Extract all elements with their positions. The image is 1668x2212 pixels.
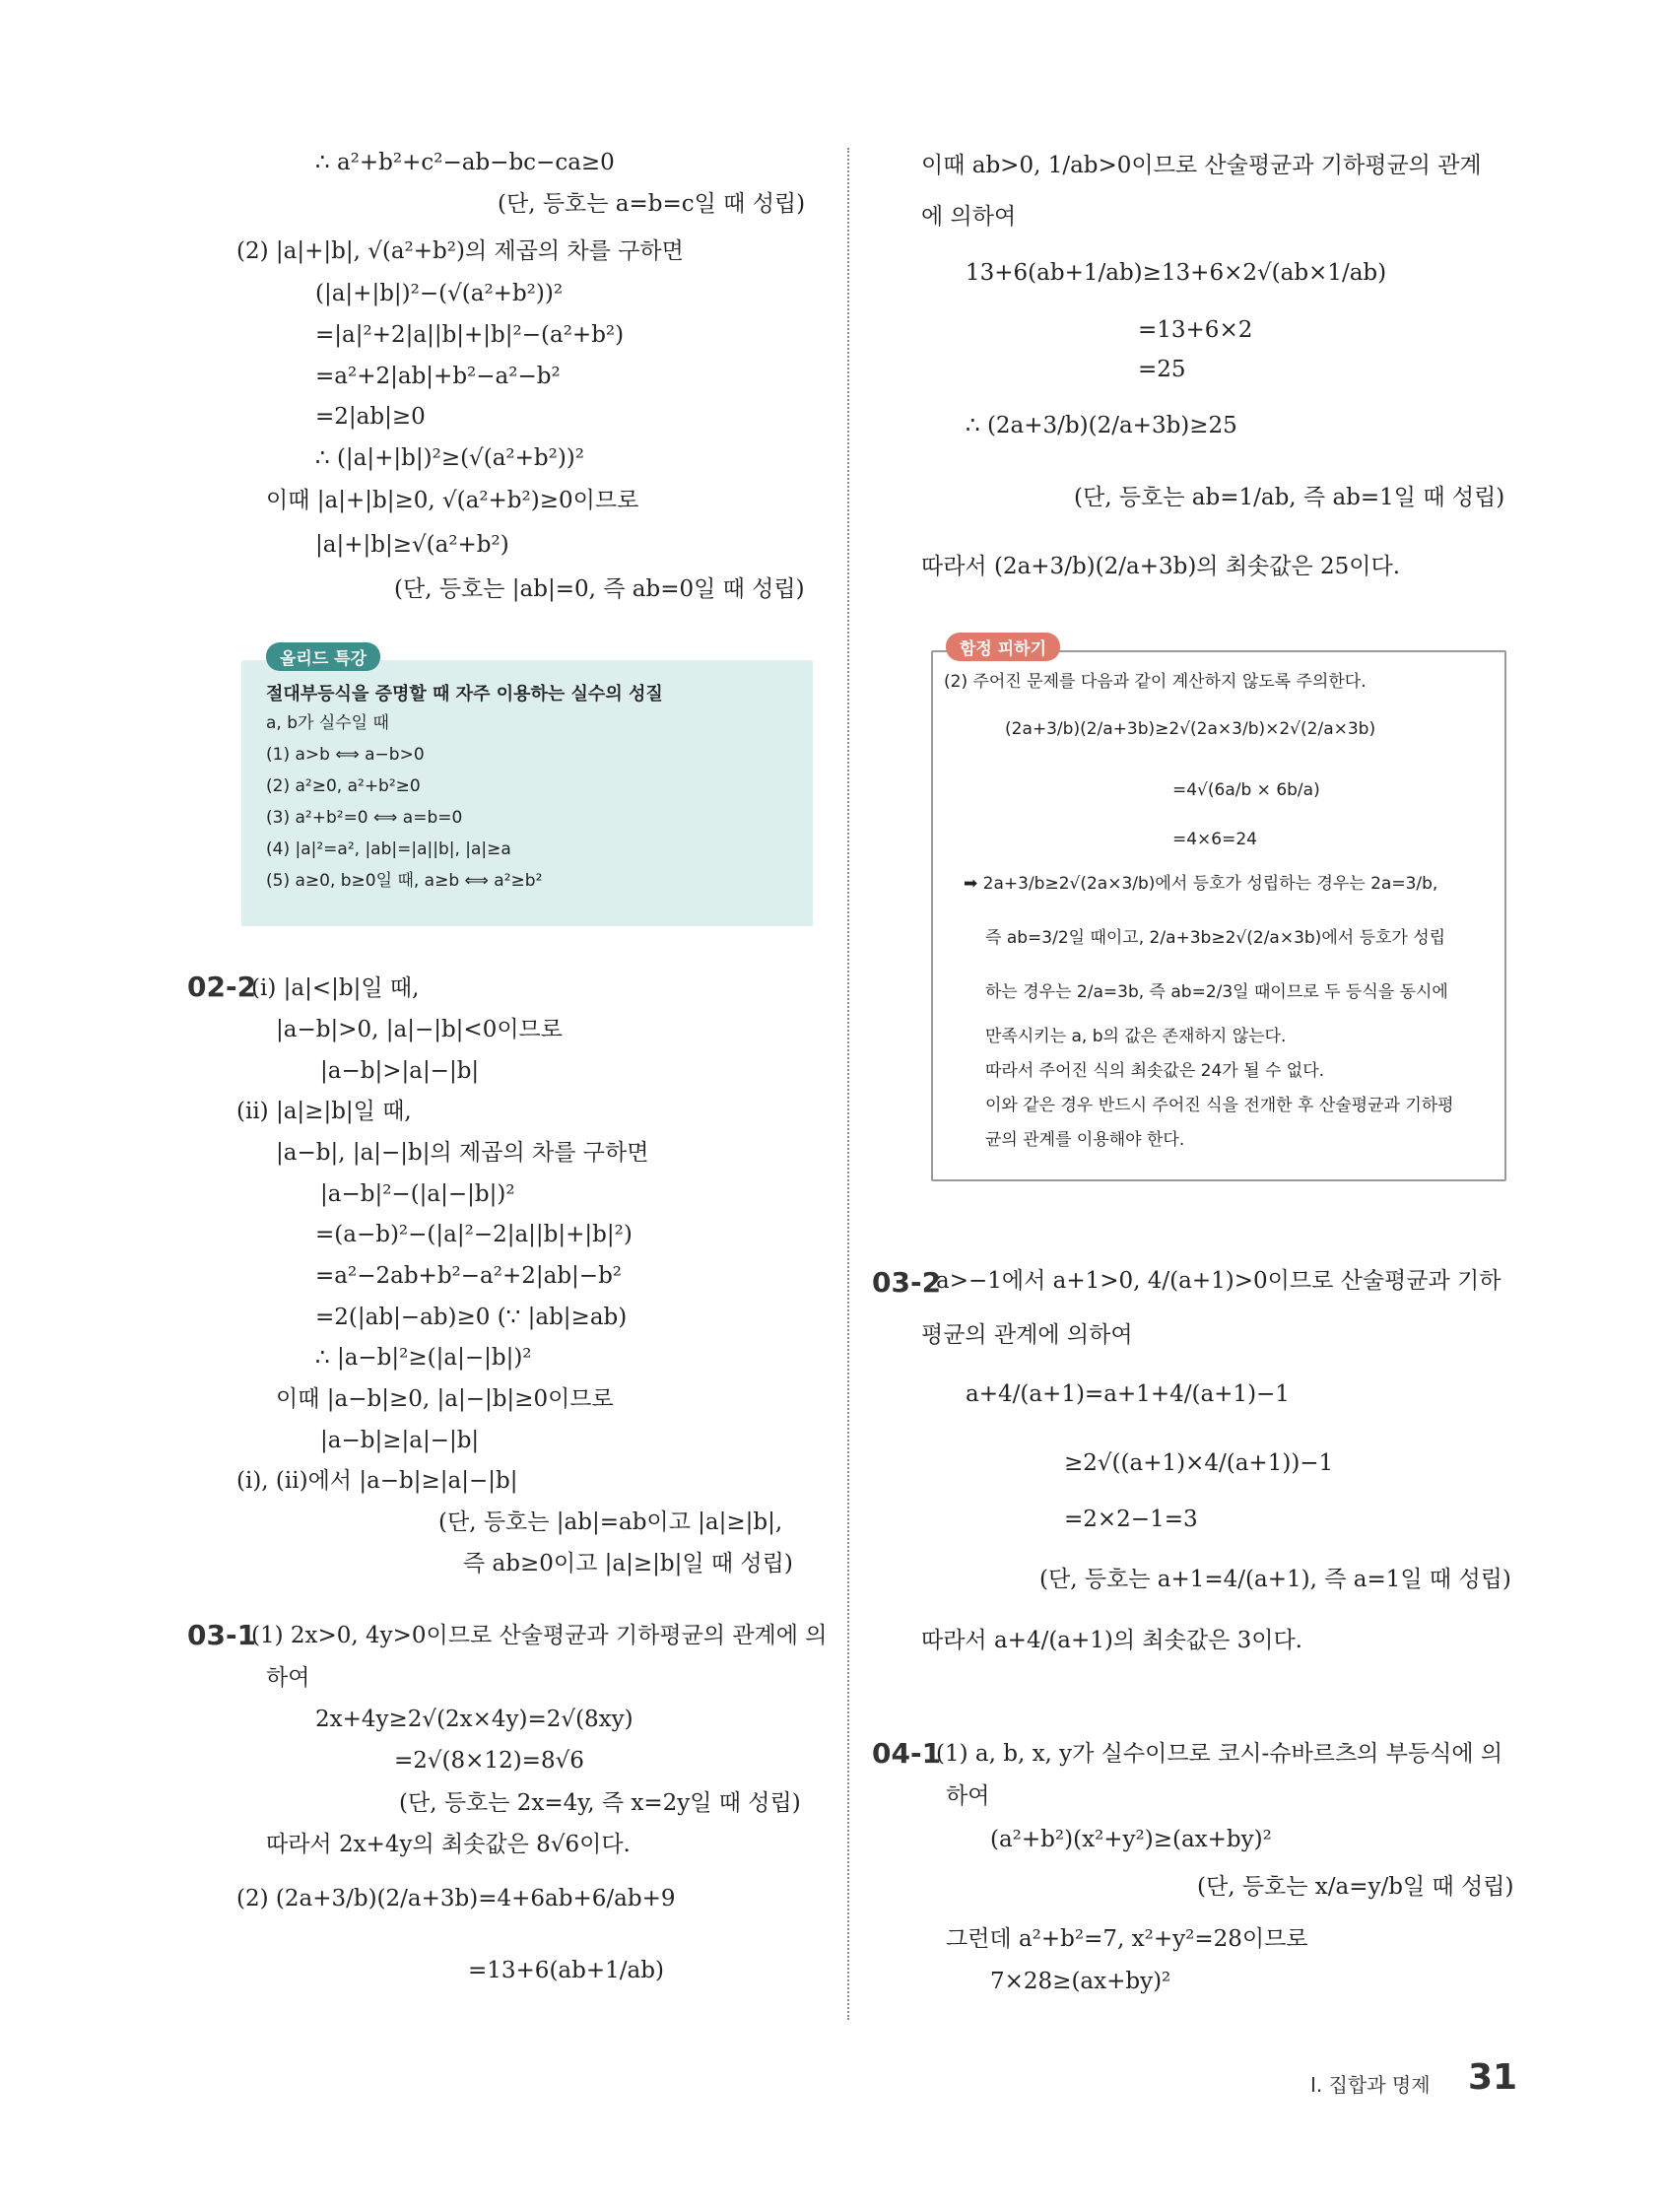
problem-number: 03-2 <box>872 1266 942 1299</box>
text-line: 하여 <box>266 1665 310 1691</box>
text-line: 따라서 a+4/(a+1)의 최솟값은 3이다. <box>921 1628 1302 1653</box>
trap-line: 만족시키는 a, b의 값은 존재하지 않는다. <box>985 1027 1287 1046</box>
trap-line: (2) 주어진 문제를 다음과 같이 계산하지 않도록 주의한다. <box>944 672 1367 692</box>
text-line: (단, 등호는 ab=1/ab, 즉 ab=1일 때 성립) <box>1074 485 1505 510</box>
trap-line: 즉 ab=3/2일 때이고, 2/a+3b≥2√(2/a×3b)에서 등호가 성립 <box>985 928 1446 948</box>
trap-line: (2a+3/b)(2/a+3b)≥2√(2a×3/b)×2√(2/a×3b) <box>1005 719 1376 739</box>
text-line: ∴ (|a|+|b|)²≥(√(a²+b²))² <box>315 445 585 471</box>
olid-title: 절대부등식을 증명할 때 자주 이용하는 실수의 성질 <box>266 684 663 704</box>
text-line: =25 <box>1138 357 1186 382</box>
text-line: |a−b|, |a|−|b|의 제곱의 차를 구하면 <box>276 1140 649 1166</box>
text-line: 하여 <box>946 1783 990 1809</box>
text-line: (단, 등호는 a=b=c일 때 성립) <box>498 191 806 217</box>
text-line: 이때 ab>0, 1/ab>0이므로 산술평균과 기하평균의 관계 <box>921 153 1482 178</box>
text-line: ∴ a²+b²+c²−ab−bc−ca≥0 <box>315 150 615 175</box>
text-line: =2(|ab|−ab)≥0 (∵ |ab|≥ab) <box>315 1305 628 1330</box>
trap-line: 균의 관계를 이용해야 한다. <box>985 1130 1185 1150</box>
text-line: |a|+|b|≥√(a²+b²) <box>315 532 509 558</box>
text-line: =13+6×2 <box>1138 317 1253 343</box>
problem-number: 02-2 <box>187 971 257 1003</box>
text-line: (|a|+|b|)²−(√(a²+b²))² <box>315 281 564 306</box>
trap-line: ➡ 2a+3/b≥2√(2a×3/b)에서 등호가 성립하는 경우는 2a=3/b, <box>964 874 1438 894</box>
text-line: =13+6(ab+1/ab) <box>468 1958 664 1983</box>
text-line: |a−b|>|a|−|b| <box>320 1058 480 1084</box>
olid-intro: a, b가 실수일 때 <box>266 713 389 733</box>
text-line: |a−b|²−(|a|−|b|)² <box>320 1181 515 1207</box>
text-line: (ii) |a|≥|b|일 때, <box>236 1099 412 1124</box>
text-line: =2√(8×12)=8√6 <box>394 1748 584 1774</box>
page-number: 31 <box>1468 2057 1518 2098</box>
text-line: =a²−2ab+b²−a²+2|ab|−b² <box>315 1263 623 1289</box>
trap-line: 하는 경우는 2/a=3b, 즉 ab=2/3일 때이므로 두 등식을 동시에 <box>985 982 1448 1002</box>
chapter-label: Ⅰ. 집합과 명제 <box>1310 2073 1431 2097</box>
text-line: a+4/(a+1)=a+1+4/(a+1)−1 <box>966 1381 1290 1407</box>
text-line: 즉 ab≥0이고 |a|≥|b|일 때 성립) <box>463 1551 793 1576</box>
text-line: =2|ab|≥0 <box>315 404 426 430</box>
text-line: (a²+b²)(x²+y²)≥(ax+by)² <box>990 1827 1272 1852</box>
text-line: |a−b|>0, |a|−|b|<0이므로 <box>276 1017 563 1042</box>
text-line: (i) |a|<|b|일 때, <box>251 975 420 1001</box>
text-line: (단, 등호는 2x=4y, 즉 x=2y일 때 성립) <box>399 1790 801 1816</box>
text-line: (i), (ii)에서 |a−b|≥|a|−|b| <box>236 1468 518 1494</box>
text-line: =a²+2|ab|+b²−a²−b² <box>315 364 561 389</box>
olid-item: (1) a>b ⟺ a−b>0 <box>266 745 425 765</box>
text-line: 에 의하여 <box>921 204 1017 230</box>
problem-number: 03-1 <box>187 1619 257 1651</box>
text-line: 이때 |a|+|b|≥0, √(a²+b²)≥0이므로 <box>266 488 639 513</box>
text-line: =2×2−1=3 <box>1064 1507 1198 1532</box>
olid-item: (3) a²+b²=0 ⟺ a=b=0 <box>266 808 463 828</box>
text-line: a>−1에서 a+1>0, 4/(a+1)>0이므로 산술평균과 기하 <box>936 1268 1501 1294</box>
text-line: 13+6(ab+1/ab)≥13+6×2√(ab×1/ab) <box>966 260 1387 286</box>
text-line: 2x+4y≥2√(2x×4y)=2√(8xy) <box>315 1707 634 1732</box>
olid-item: (4) |a|²=a², |ab|=|a||b|, |a|≥a <box>266 839 511 859</box>
olid-item: (5) a≥0, b≥0일 때, a≥b ⟺ a²≥b² <box>266 871 543 891</box>
text-line: ∴ (2a+3/b)(2/a+3b)≥25 <box>966 413 1237 438</box>
text-line: ≥2√((a+1)×4/(a+1))−1 <box>1064 1450 1334 1476</box>
text-line: (1) 2x>0, 4y>0이므로 산술평균과 기하평균의 관계에 의 <box>251 1623 828 1648</box>
trap-line: 따라서 주어진 식의 최솟값은 24가 될 수 없다. <box>985 1061 1325 1081</box>
text-line: (2) (2a+3/b)(2/a+3b)=4+6ab+6/ab+9 <box>236 1886 676 1911</box>
text-line: (단, 등호는 x/a=y/b일 때 성립) <box>1197 1874 1514 1900</box>
text-line: (단, 등호는 |ab|=ab이고 |a|≥|b|, <box>438 1509 783 1535</box>
problem-number: 04-1 <box>872 1737 942 1770</box>
trap-tip-tab: 함정 피하기 <box>946 633 1060 661</box>
trap-line: 이와 같은 경우 반드시 주어진 식을 전개한 후 산술평균과 기하평 <box>985 1096 1454 1115</box>
text-line: 이때 |a−b|≥0, |a|−|b|≥0이므로 <box>276 1386 614 1412</box>
text-line: (단, 등호는 |ab|=0, 즉 ab=0일 때 성립) <box>394 576 805 602</box>
trap-line: =4√(6a/b × 6b/a) <box>1172 780 1320 800</box>
text-line: =|a|²+2|a||b|+|b|²−(a²+b²) <box>315 322 625 348</box>
text-line: 그런데 a²+b²=7, x²+y²=28이므로 <box>946 1926 1308 1952</box>
text-line: (2) |a|+|b|, √(a²+b²)의 제곱의 차를 구하면 <box>236 238 684 264</box>
text-line: 7×28≥(ax+by)² <box>990 1969 1171 1994</box>
text-line: =(a−b)²−(|a|²−2|a||b|+|b|²) <box>315 1222 633 1247</box>
text-line: (단, 등호는 a+1=4/(a+1), 즉 a=1일 때 성립) <box>1039 1567 1511 1592</box>
text-line: 따라서 2x+4y의 최솟값은 8√6이다. <box>266 1832 631 1857</box>
trap-line: =4×6=24 <box>1172 830 1257 849</box>
column-divider <box>847 148 849 2020</box>
text-line: 따라서 (2a+3/b)(2/a+3b)의 최솟값은 25이다. <box>921 554 1401 579</box>
text-line: 평균의 관계에 의하여 <box>921 1322 1133 1348</box>
olid-tip-tab: 올리드 특강 <box>266 642 380 671</box>
text-line: ∴ |a−b|²≥(|a|−|b|)² <box>315 1345 532 1371</box>
olid-item: (2) a²≥0, a²+b²≥0 <box>266 776 421 796</box>
text-line: (1) a, b, x, y가 실수이므로 코시-슈바르츠의 부등식에 의 <box>936 1741 1503 1767</box>
text-line: |a−b|≥|a|−|b| <box>320 1428 480 1453</box>
